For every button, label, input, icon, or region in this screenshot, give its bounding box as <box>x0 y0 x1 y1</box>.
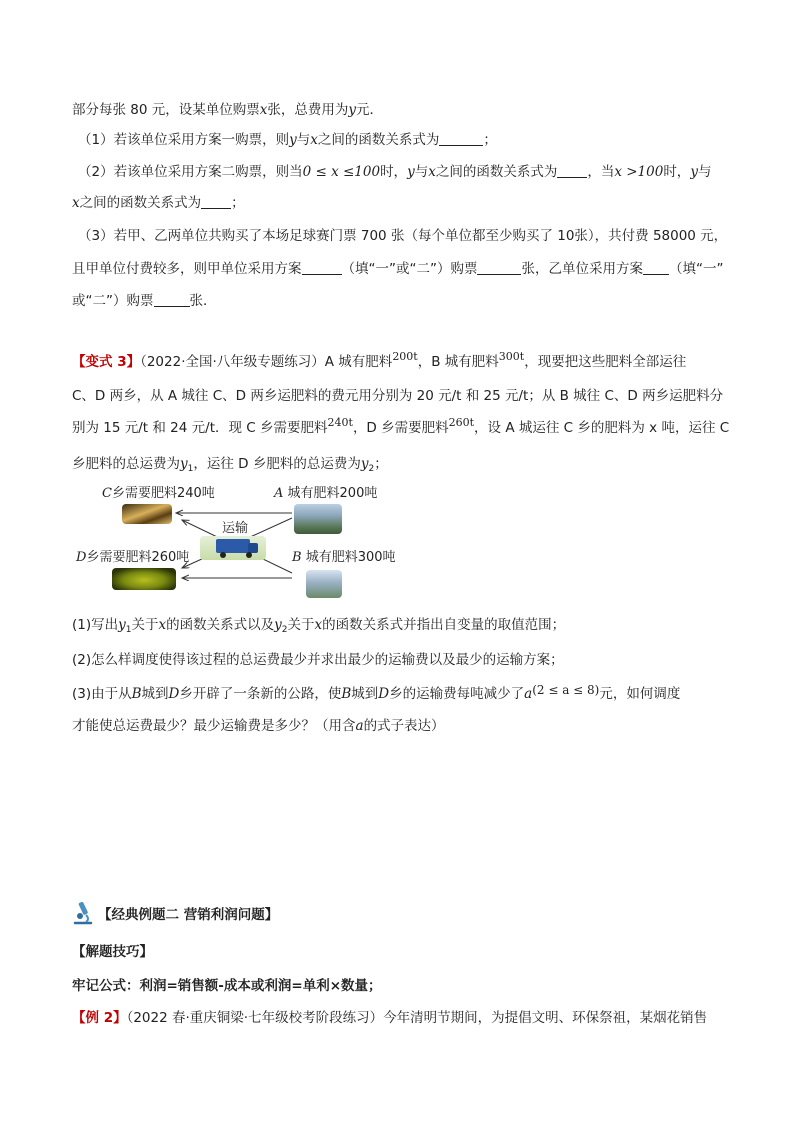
letter-c: C <box>102 486 112 501</box>
amount-c: 240t <box>327 416 353 429</box>
subscript: 1 <box>125 625 132 635</box>
intro-text: 部分每张 80 元，设某单位购票 <box>72 102 260 118</box>
wheel-icon <box>220 552 226 558</box>
q2-text: 与 <box>697 164 712 180</box>
variant-text: ，设 A 城运往 C 乡的肥料为 x 吨，运往 C <box>474 420 730 436</box>
truck-icon <box>216 539 250 553</box>
amount-b: 300t <box>498 350 525 363</box>
example-text: （2022 春·重庆铜梁·七年级校考阶段练习）今年清明节期间，为提倡文明、环保祭祖，某烟花销售 <box>126 1010 708 1026</box>
subq-text: 的函数关系式以及 <box>166 617 275 633</box>
subscript: 1 <box>187 464 194 474</box>
intro-text: 元． <box>356 102 384 118</box>
answer-blank[interactable] <box>557 163 587 178</box>
condition-1: 0 ≤ x ≤100 <box>302 164 381 180</box>
transport-diagram <box>76 480 416 605</box>
q3-text: （填“一” <box>668 261 724 277</box>
var-y1: y <box>118 617 126 633</box>
var-y1: y <box>180 456 188 472</box>
answer-blank[interactable] <box>302 260 342 275</box>
question-3-cont <box>72 259 723 279</box>
q2-text: 之间的函数关系式为 <box>79 195 202 211</box>
var-x: x <box>428 164 436 180</box>
var-x: x <box>72 195 80 211</box>
c-village-image <box>122 504 172 524</box>
variant-tag: 【变式 3】 <box>72 354 141 370</box>
q3-text: 张，乙单位采用方案 <box>521 261 643 277</box>
subq-text: 关于 <box>287 617 315 633</box>
answer-blank[interactable] <box>201 194 231 209</box>
label-b-city <box>292 546 396 565</box>
section-heading <box>72 901 278 925</box>
subquestion-1 <box>72 615 565 637</box>
formula-line: 牢记公式：利润=销售额-成本或利润=单利×数量； <box>72 978 382 994</box>
variant-3-line-4 <box>72 454 388 476</box>
var-y: y <box>690 164 698 180</box>
var-y: y <box>289 132 297 148</box>
letter-d: D <box>76 550 87 565</box>
subq-text: 关于 <box>131 617 159 633</box>
answer-blank[interactable] <box>154 292 190 307</box>
section-title: 【经典例题二 营销利润问题】 <box>98 907 279 923</box>
var-d: D <box>378 686 390 702</box>
intro-text: 张，总费用为 <box>267 102 349 118</box>
answer-blank[interactable] <box>439 131 483 146</box>
subscript: 2 <box>368 464 375 474</box>
condition-2: x >100 <box>614 164 664 180</box>
var-x: x <box>314 617 323 633</box>
example-2-line <box>72 1008 707 1028</box>
var-b: B <box>131 686 142 702</box>
variant-text: （2022·全国·八年级专题练习）A 城有肥料 <box>140 354 393 370</box>
letter-b: B <box>292 550 302 565</box>
d-village-image <box>112 568 176 590</box>
wheel-icon <box>246 552 252 558</box>
variant-text: ，D 乡需要肥料 <box>352 420 449 436</box>
subq-text: (2)怎么样调度使得该过程的总运费最少并求出最少的运输费以及最少的运输方案； <box>72 652 564 668</box>
a-text: 城有肥料200吨 <box>283 486 378 501</box>
label-a-city <box>274 482 377 501</box>
subq-text: 乡的运输费每吨减少了 <box>389 686 525 702</box>
subq-text: 城到 <box>351 686 379 702</box>
microscope-icon <box>72 901 94 925</box>
subq-text: 的函数关系式并指出自变量的取值范围； <box>322 617 566 633</box>
var-x: x <box>158 617 167 633</box>
variant-text: ； <box>374 456 388 472</box>
q1-text: 之间的函数关系式为 <box>317 132 440 148</box>
question-3 <box>78 226 727 246</box>
intro-line <box>72 100 383 120</box>
b-text: 城有肥料300吨 <box>301 550 396 565</box>
q2-text: 时， <box>380 164 408 180</box>
var-d: D <box>168 686 180 702</box>
subquestion-3 <box>72 684 680 704</box>
q3-text: 且甲单位付费较多，则甲单位采用方案 <box>72 261 302 277</box>
tips-heading: 【解题技巧】 <box>72 944 153 960</box>
question-3-cont2 <box>72 291 217 311</box>
variant-text: ，B 城有肥料 <box>417 354 499 370</box>
q2-text: 时， <box>663 164 691 180</box>
q3-text: （填“一”或“二”）购票 <box>341 261 478 277</box>
q2-text: （2）若该单位采用方案二购票，则当 <box>78 164 303 180</box>
var-x: x <box>310 132 318 148</box>
q3-text: 张． <box>189 293 217 309</box>
label-transport: 运输 <box>222 521 249 536</box>
q1-text: ； <box>483 132 497 148</box>
subq-text: 的式子表达） <box>363 718 445 734</box>
q2-text: 与 <box>414 164 429 180</box>
subq-text: 乡开辟了一条新的公路，使 <box>179 686 342 702</box>
letter-a: A <box>274 486 284 501</box>
amount-a: 200t <box>392 350 418 363</box>
subq-text: 元，如何调度 <box>599 686 681 702</box>
answer-blank[interactable] <box>643 260 669 275</box>
label-d-village <box>76 546 189 565</box>
var-a: a <box>355 718 364 734</box>
c-text: 乡需要肥料240吨 <box>111 486 215 501</box>
a-city-image <box>294 504 342 534</box>
variant-3-line-3 <box>72 418 729 439</box>
d-text: 乡需要肥料260吨 <box>86 550 190 565</box>
variant-text: C、D 两乡，从 A 城往 C、D 两乡运肥料的费元用分别为 20 元/t 和 25 元/t；从 B 城往 C、D 两乡运肥料分 <box>72 388 724 404</box>
answer-blank[interactable] <box>477 260 521 275</box>
var-y: y <box>407 164 415 180</box>
var-a: a <box>524 686 533 702</box>
variant-text: ，现要把这些肥料全部运往 <box>524 354 687 370</box>
q1-text: （1）若该单位采用方案一购票，则 <box>78 132 290 148</box>
subq-text: (3)由于从 <box>72 686 132 702</box>
question-1 <box>78 130 497 150</box>
var-b: B <box>341 686 352 702</box>
subquestion-2 <box>72 650 564 670</box>
var-x: x <box>259 102 268 118</box>
var-y: y <box>348 102 357 118</box>
q3-text: （3）若甲、乙两单位共购买了本场足球赛门票 700 张（每个单位都至少购买了 10张），共付费 58000 元， <box>78 228 728 244</box>
q3-text: 或“二”）购票 <box>72 293 154 309</box>
variant-text: 乡肥料的总运费为 <box>72 456 180 472</box>
subq-text: 城到 <box>141 686 169 702</box>
variant-3-line-1 <box>72 352 686 373</box>
question-2-cont <box>72 193 245 213</box>
amount-d: 260t <box>448 416 475 429</box>
q2-text: ，当 <box>587 164 615 180</box>
var-y2: y <box>274 617 282 633</box>
subq-text: (1)写出 <box>72 617 119 633</box>
subscript: 2 <box>281 625 288 635</box>
var-y2: y <box>360 456 369 472</box>
question-2 <box>78 162 711 182</box>
truck-image <box>200 536 266 560</box>
label-c-village <box>102 482 215 501</box>
b-city-image <box>306 570 342 598</box>
q2-text: ； <box>231 195 245 211</box>
range-expression: (2 ≤ a ≤ 8) <box>532 683 600 697</box>
q2-text: 之间的函数关系式为 <box>435 164 558 180</box>
example-tag: 【例 2】 <box>72 1010 127 1026</box>
q1-text: 与 <box>296 132 311 148</box>
variant-text: 别为 15 元/t 和 24 元/t．现 C 乡需要肥料 <box>72 420 328 436</box>
subq-text: 才能使总运费最少？最少运输费是多少？（用含 <box>72 718 356 734</box>
variant-text: ，运往 D 乡肥料的总运费为 <box>193 456 361 472</box>
subquestion-3-cont <box>72 716 445 736</box>
variant-3-line-2 <box>72 386 723 406</box>
